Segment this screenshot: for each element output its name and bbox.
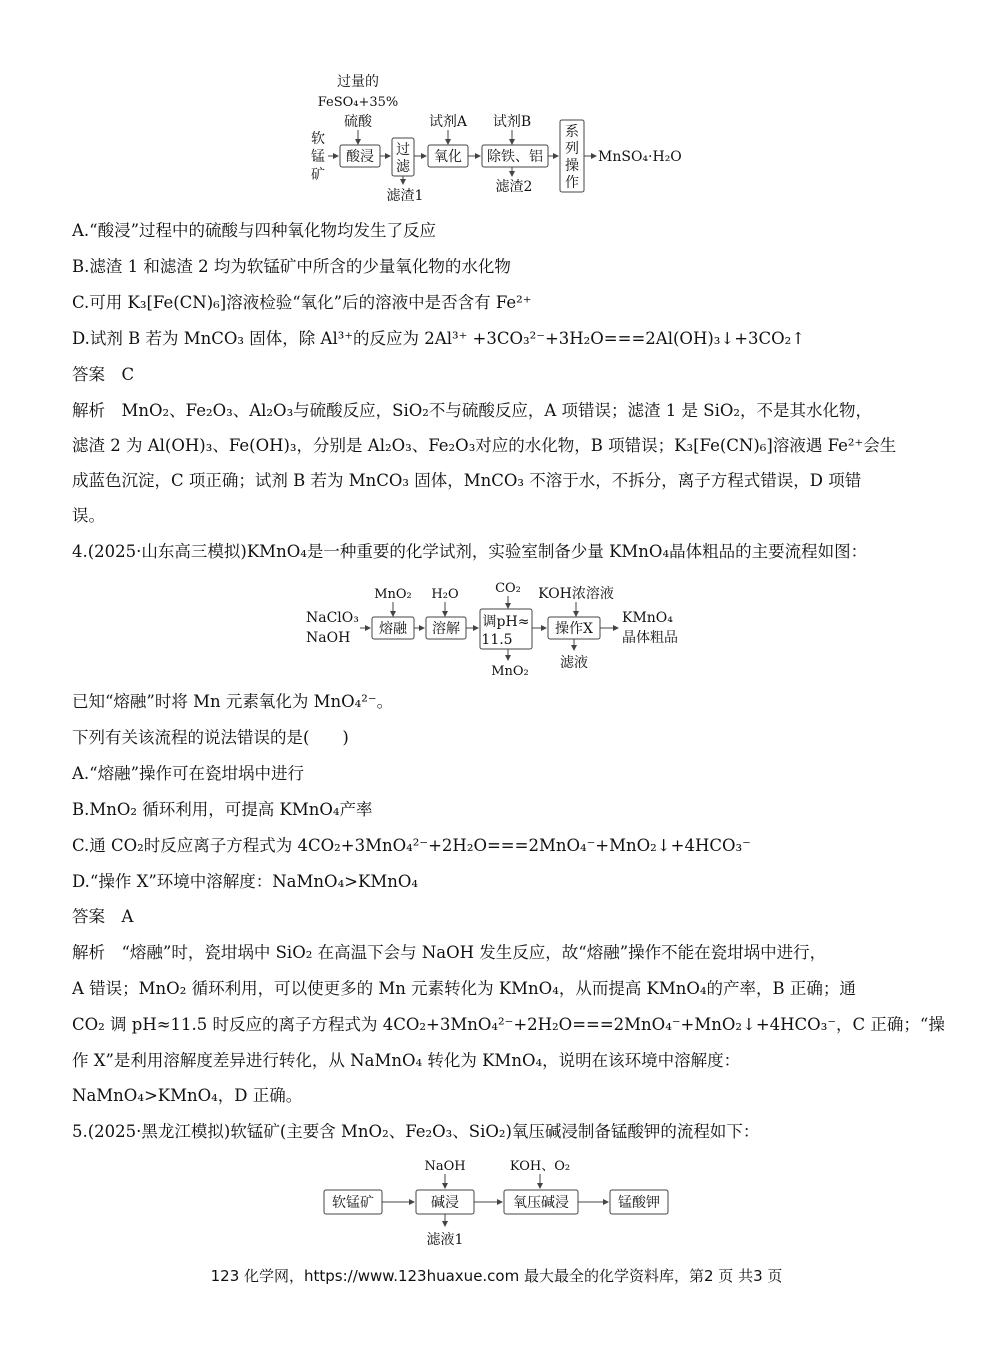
box-oxidation-label: 氧化: [434, 149, 462, 165]
q5-box-alk-label: 碱浸: [431, 1195, 459, 1211]
box-remove-label: 除铁、铝: [487, 149, 543, 165]
q4-box-ph-2: 11.5: [481, 632, 513, 648]
box-acid-leach-label: 酸浸: [346, 149, 374, 165]
q4-input-1: NaClO₃: [306, 610, 359, 626]
q5-naoh: NaOH: [424, 1159, 466, 1174]
page-footer: 123 化学网，https://www.123huaxue.com 最大最全的化学资料库，第2 页 共3 页: [210, 1267, 783, 1285]
q4-explanation-1: 解析 “熔融”时，瓷坩埚中 SiO₂ 在高温下会与 NaOH 发生反应，故“熔融”操作不能在瓷坩埚中进行，: [72, 943, 827, 962]
box-filter-label-2: 滤: [396, 159, 410, 175]
q4-option-d: D.“操作 X”环境中溶解度：NaMnO₄>KMnO₄: [72, 872, 419, 891]
box-filter-label-1: 过: [396, 142, 410, 158]
q4-product-1: KMnO₄: [622, 610, 673, 626]
reagent-top-line3: 硫酸: [344, 114, 372, 130]
q5-box-oxy-label: 氧压碱浸: [513, 1195, 569, 1211]
q4-option-b: B.MnO₂ 循环利用，可提高 KMnO₄产率: [72, 800, 373, 819]
q5-filtrate1: 滤液1: [426, 1232, 464, 1248]
input-ore-2: 锰: [311, 149, 325, 165]
residue2-label: 滤渣2: [495, 179, 533, 195]
reagent-top-line1: 过量的: [337, 74, 379, 90]
q4-stem: 4.(2025·山东高三模拟)KMnO₄是一种重要的化学试剂，实验室制备少量 KMnO₄晶体粗品的主要流程如图：: [72, 542, 868, 561]
residue1-label: 滤渣1: [386, 188, 424, 204]
q5-koh-o2: KOH、O₂: [509, 1159, 571, 1174]
q4-explanation-2: A 错误；MnO₂ 循环利用，可以使更多的 Mn 元素转化为 KMnO₄，从而提高 KMnO₄的产率，B 正确；通: [72, 979, 856, 998]
q3-option-d: D.试剂 B 若为 MnCO₃ 固体，除 Al³⁺的反应为 2Al³⁺ +3CO₃²⁻+3H₂O===2Al(OH)₃↓+3CO₂↑: [72, 329, 806, 348]
box-series-1: 系: [565, 124, 579, 140]
reagent-a-label: 试剂A: [428, 114, 468, 130]
q4-mno2-in: MnO₂: [374, 587, 412, 602]
q4-input-2: NaOH: [306, 630, 351, 646]
q4-box-melt-label: 熔融: [379, 621, 407, 637]
flow-diagram-mnso4: [300, 68, 720, 208]
q4-box-opx-label: 操作X: [555, 621, 593, 637]
q4-explanation-5: NaMnO₄>KMnO₄，D 正确。: [72, 1086, 303, 1105]
q3-answer: 答案 C: [72, 365, 135, 384]
input-ore-1: 软: [311, 131, 325, 147]
q4-mno2-out: MnO₂: [491, 664, 529, 679]
q4-box-ph-1: 调pH≈: [482, 614, 530, 630]
box-series-2: 列: [565, 141, 579, 157]
reagent-top-line2: FeSO₄+35%: [317, 95, 399, 110]
q3-explanation-4: 误。: [72, 506, 105, 525]
reagent-b-label: 试剂B: [492, 114, 532, 130]
q4-filtrate: 滤液: [560, 655, 588, 671]
q3-explanation-3: 成蓝色沉淀，C 项正确；试剂 B 若为 MnCO₃ 固体，MnCO₃ 不溶于水，不拆分，离子方程式错误，D 项错: [72, 471, 862, 490]
q3-option-c: C.可用 K₃[Fe(CN)₆]溶液检验“氧化”后的溶液中是否含有 Fe²⁺: [72, 293, 532, 312]
q3-explanation-2: 滤渣 2 为 Al(OH)₃、Fe(OH)₃，分别是 Al₂O₃、Fe₂O₃对应的水化物，B 项错误；K₃[Fe(CN)₆]溶液遇 Fe²⁺会生: [72, 436, 897, 455]
q5-box-product-label: 锰酸钾: [618, 1195, 660, 1211]
q4-answer: 答案 A: [72, 907, 134, 926]
q4-product-2: 晶体粗品: [622, 630, 678, 646]
q3-option-a: A.“酸浸”过程中的硫酸与四种氧化物均发生了反应: [72, 221, 437, 240]
q4-koh: KOH浓溶液: [538, 586, 614, 602]
q5-stem: 5.(2025·黑龙江模拟)软锰矿(主要含 MnO₂、Fe₂O₃、SiO₂)氧压碱浸制备锰酸钾的流程如下：: [72, 1122, 760, 1141]
q4-explanation-4: 作 X”是利用溶解度差异进行转化，从 NaMnO₄ 转化为 KMnO₄，说明在该环境中溶解度：: [72, 1051, 741, 1070]
q3-option-b: B.滤渣 1 和滤渣 2 均为软锰矿中所含的少量氧化物的水化物: [72, 257, 511, 276]
q4-h2o: H₂O: [431, 587, 459, 602]
q4-known: 已知“熔融”时将 Mn 元素氧化为 MnO₄²⁻。: [72, 692, 394, 711]
q5-box-ore-label: 软锰矿: [332, 1195, 374, 1211]
q4-box-dissolve-label: 溶解: [432, 621, 460, 637]
flow-diagram-k2mno4: [318, 1152, 678, 1252]
product-label: MnSO₄·H₂O: [598, 149, 682, 165]
q4-option-c: C.通 CO₂时反应离子方程式为 4CO₂+3MnO₄²⁻+2H₂O===2MnO₄⁻+MnO₂↓+4HCO₃⁻: [72, 836, 751, 855]
box-series-4: 作: [565, 175, 579, 191]
q4-question: 下列有关该流程的说法错误的是( ): [72, 728, 349, 747]
q3-explanation-1: 解析 MnO₂、Fe₂O₃、Al₂O₃与硫酸反应，SiO₂不与硫酸反应，A 项错误；滤渣 1 是 SiO₂，不是其水化物，: [72, 401, 873, 420]
q4-explanation-3: CO₂ 调 pH≈11.5 时反应的离子方程式为 4CO₂+3MnO₄²⁻+2H₂O===2MnO₄⁻+MnO₂↓+4HCO₃⁻，C 正确；“操: [72, 1015, 945, 1034]
q4-co2: CO₂: [495, 581, 521, 596]
box-series-3: 操: [565, 158, 579, 174]
flow-diagram-kmno4: [300, 576, 700, 684]
input-ore-3: 矿: [311, 167, 325, 183]
q4-option-a: A.“熔融”操作可在瓷坩埚中进行: [72, 764, 305, 783]
